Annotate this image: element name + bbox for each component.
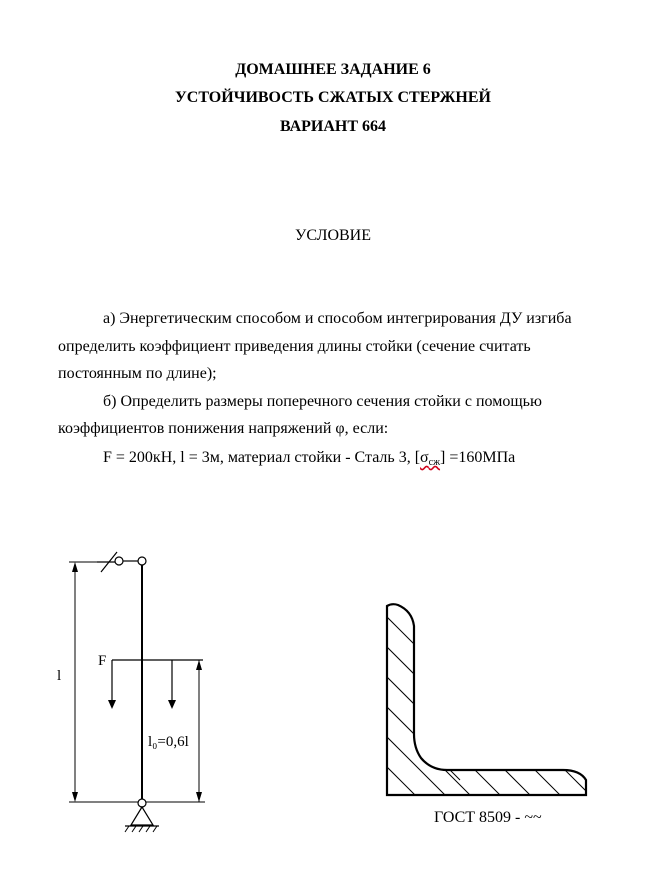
task-b-line1: б) Определить размеры поперечного сечения стойки с помощью: [103, 393, 542, 410]
section-hatching: [370, 600, 595, 810]
length-label: l: [57, 668, 62, 684]
sigma-subscript: сж: [428, 457, 441, 468]
reduced-length-label: l₀=0,6l: [148, 734, 189, 750]
gost-label: ГОСТ 8509 - ~~: [434, 809, 542, 826]
condition-heading: УСЛОВИЕ: [294, 227, 371, 244]
task-a-line2: определить коэффициент приведения длины стойки (сечение считать: [58, 338, 531, 355]
task-a-line1: а) Энергетическим способом и способом интегрирования ДУ изгиба: [103, 310, 572, 327]
doc-title-line3: ВАРИАНТ 664: [279, 118, 387, 135]
task-a-line3: постоянным по длине);: [58, 365, 217, 382]
doc-title-line2: УСТОЙЧИВОСТЬ СЖАТЫХ СТЕРЖНЕЙ: [175, 89, 491, 106]
given-prefix: F = 200кН, l = 3м, материал стойки - Сталь 3, [: [103, 449, 421, 466]
force-label: F: [98, 653, 107, 669]
given-suffix: ] =160МПа: [440, 449, 516, 466]
sigma-symbol: σсж: [420, 449, 441, 468]
doc-title-line1: ДОМАШНЕЕ ЗАДАНИЕ 6: [235, 61, 431, 78]
task-b-line2: коэффициентов понижения напряжений φ, если:: [58, 420, 389, 437]
